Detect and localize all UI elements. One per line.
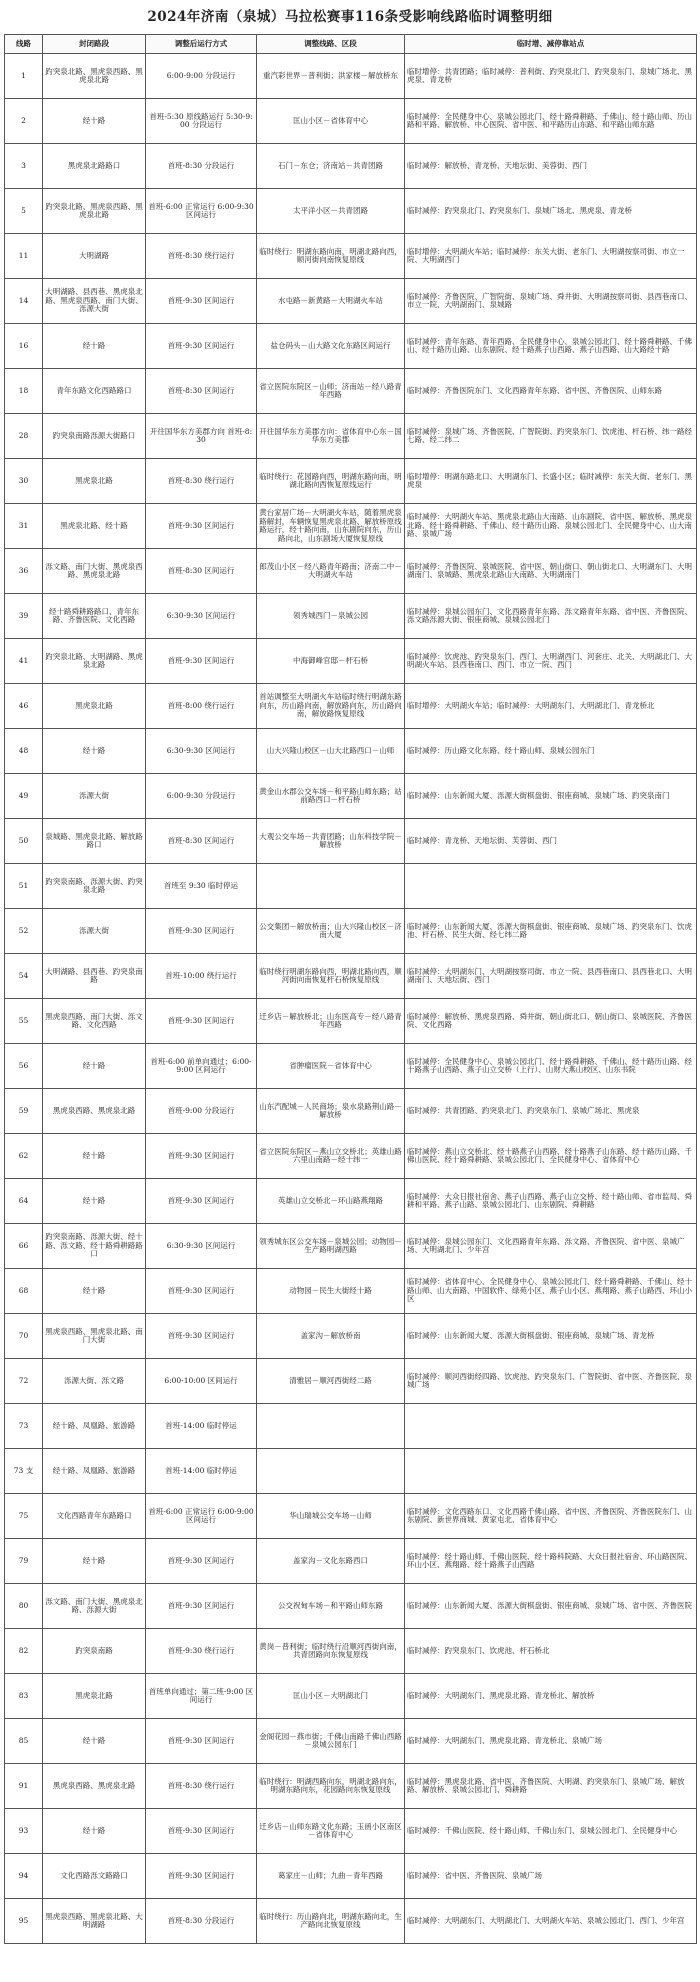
cell-line: 18	[5, 369, 43, 414]
cell-adjusted-mode: 首班-9:30 区间运行	[146, 1314, 257, 1359]
cell-closed-roads: 经十路、凤凰路、旅游路	[43, 1404, 146, 1449]
cell-closed-roads: 黑虎泉西路、黑虎泉北路	[43, 1764, 146, 1809]
cell-adjusted-mode: 首班-8:00 绕行运行	[146, 684, 257, 729]
cell-adjusted-mode: 6:30-9:30 区间运行	[146, 594, 257, 639]
cell-closed-roads: 经十路	[43, 729, 146, 774]
cell-line: 66	[5, 1224, 43, 1269]
cell-adjusted-mode: 首班-9:30 区间运行	[146, 504, 257, 549]
table-row	[5, 1494, 697, 1539]
cell-adjusted-mode: 首班-9:30 区间运行	[146, 1269, 257, 1314]
cell-adjusted-mode: 首班-8:30 分段运行	[146, 1899, 257, 1944]
cell-line: 49	[5, 774, 43, 819]
table-body	[5, 54, 697, 1944]
cell-adjusted-mode: 开往国华东方美郡方向 首班-8:30	[146, 414, 257, 459]
cell-adjusted-mode: 6:00-9:00 分段运行	[146, 54, 257, 99]
cell-closed-roads: 经十路舜耕路路口、青年东路、齐鲁医院、文化西路	[43, 594, 146, 639]
cell-stop-changes: 临时减停：大明湖东门、黑虎泉北路、青龙桥北、解放桥	[405, 1674, 697, 1719]
table-row	[5, 1404, 697, 1449]
cell-line: 93	[5, 1809, 43, 1854]
cell-adjusted-route: 大观公交车场－共青团路；山东科技学院－解放桥	[257, 819, 405, 864]
cell-stop-changes: 临时减停：山东新闻大厦、泺源大街棋盘街、银座商城、泉城广场、青龙桥	[405, 1314, 697, 1359]
cell-adjusted-mode: 6:30-9:30 区间运行	[146, 1224, 257, 1269]
table-row	[5, 1899, 697, 1944]
cell-line: 82	[5, 1629, 43, 1674]
cell-stop-changes: 临时增停：明湖东路北口、大明湖东门、长盛小区；临时减停：东关大街、老东门、黑虎泉	[405, 459, 697, 504]
cell-stop-changes: 临时增停：共青团路；临时减停：普利街、趵突泉北门、趵突泉东门、泉城广场北、黑虎泉、青龙桥	[405, 54, 697, 99]
cell-stop-changes: 临时减停：全民健身中心、泉城公园北门、经十路舜耕路、千佛山、经十路历山路、经十路燕子山西路、燕子山立交桥（上行）、山财大燕山校区、山东书院	[405, 1044, 697, 1089]
table-row	[5, 1269, 697, 1314]
cell-adjusted-mode: 首班-9:30 区间运行	[146, 1854, 257, 1899]
cell-closed-roads: 黑虎泉西路、黑虎泉北路	[43, 1089, 146, 1134]
cell-adjusted-route: 水屯路－新黄路－大明湖火车站	[257, 279, 405, 324]
table-row	[5, 1719, 697, 1764]
cell-adjusted-mode: 首班-9:30 区间运行	[146, 1809, 257, 1854]
table-row	[5, 1044, 697, 1089]
cell-stop-changes: 临时减停：省中医、齐鲁医院、泉城广场	[405, 1854, 697, 1899]
table-row	[5, 1134, 697, 1179]
cell-adjusted-mode: 6:00-9:30 分段运行	[146, 774, 257, 819]
cell-closed-roads: 泺文路、南门大街、黑虎泉西路、黑虎泉北路	[43, 549, 146, 594]
cell-adjusted-route: 盖家沟－文化东路西口	[257, 1539, 405, 1584]
cell-closed-roads: 大明湖路、县西巷、黑虎泉北路、黑虎泉西路、南门大街、泺源大街	[43, 279, 146, 324]
cell-closed-roads: 黑虎泉北路、经十路	[43, 504, 146, 549]
cell-line: 70	[5, 1314, 43, 1359]
cell-adjusted-route: 清雅居－顺河西街经二路	[257, 1359, 405, 1404]
cell-stop-changes: 临时减停：经十路山师、千佛山医院、经十路科院路、大众日报社宿舍、环山路医院、环山小区、燕翔路、经十路燕子山西路	[405, 1539, 697, 1584]
cell-line: 75	[5, 1494, 43, 1539]
cell-stop-changes: 临时减停：山东新闻大厦、泺源大街棋盘街、银座商城、泉城广场、趵突泉东门、饮虎池、杆石桥、民生大街、经七纬二路	[405, 909, 697, 954]
cell-line: 73 支	[5, 1449, 43, 1494]
cell-line: 80	[5, 1584, 43, 1629]
cell-line: 39	[5, 594, 43, 639]
cell-line: 68	[5, 1269, 43, 1314]
cell-closed-roads: 经十路	[43, 1044, 146, 1089]
cell-adjusted-mode: 首班-9:30 区间运行	[146, 1134, 257, 1179]
cell-stop-changes: 临时减停：泉城公园东门、文化西路青年东路、泺文路青年东路、省中医、齐鲁医院、泺文路泺源大街、银座商城、泉城公园北门	[405, 594, 697, 639]
cell-adjusted-mode: 6:30-9:30 区间运行	[146, 729, 257, 774]
cell-adjusted-route: 盐仓码头－山大路文化东路区间运行	[257, 324, 405, 369]
cell-stop-changes	[405, 864, 697, 909]
table-row	[5, 1584, 697, 1629]
cell-adjusted-mode: 首班-14:00 临时停运	[146, 1404, 257, 1449]
cell-stop-changes: 临时减停：齐鲁医院东门、文化西路青年东路、省中医、齐鲁医院、山师东路	[405, 369, 697, 414]
cell-line: 73	[5, 1404, 43, 1449]
cell-adjusted-mode: 首班-8:30 区间运行	[146, 819, 257, 864]
cell-stop-changes: 临时增停：大明湖火车站；临时减停：东关大街、老东门、大明湖按察司街、市立一院、大明湖西门	[405, 234, 697, 279]
cell-adjusted-route	[257, 1404, 405, 1449]
cell-closed-roads: 大明湖路	[43, 234, 146, 279]
cell-closed-roads: 趵突泉南路泺源大街路口	[43, 414, 146, 459]
table-row	[5, 1314, 697, 1359]
table-row	[5, 54, 697, 99]
cell-closed-roads: 黑虎泉北路	[43, 684, 146, 729]
cell-closed-roads: 经十路	[43, 324, 146, 369]
cell-line: 11	[5, 234, 43, 279]
cell-stop-changes: 临时减停：解放桥、青龙桥、天地坛街、美蓉街、西门	[405, 144, 697, 189]
cell-line: 14	[5, 279, 43, 324]
cell-stop-changes: 临时减停：趵突泉东门、饮虎池、杆石桥北	[405, 1629, 697, 1674]
cell-adjusted-mode: 首班至 9:30 临时停运	[146, 864, 257, 909]
cell-closed-roads: 经十路	[43, 1179, 146, 1224]
cell-stop-changes: 临时减停：顺河西街经四路、饮虎池、趵突泉东门、广智院街、省中医、齐鲁医院、泉城广场	[405, 1359, 697, 1404]
cell-line: 5	[5, 189, 43, 234]
cell-adjusted-route: 迁乡店－山师东路文化东路；玉函小区南区－省体育中心	[257, 1809, 405, 1854]
cell-line: 1	[5, 54, 43, 99]
cell-adjusted-route: 领秀城东区公交车场－泉城公园；动物园－生产路明湖西路	[257, 1224, 405, 1269]
cell-adjusted-route: 临时绕行：花园路向西，明湖东路向南，明湖北路向西恢复原线运行	[257, 459, 405, 504]
cell-line: 16	[5, 324, 43, 369]
cell-closed-roads: 黑虎泉西路、黑虎泉北路、大明湖路	[43, 1899, 146, 1944]
cell-adjusted-route: 首站调整至大明湖火车站临时绕行明湖东路向东，历山路向南，解放路向东，历山路向南，解放路恢复原线	[257, 684, 405, 729]
cell-adjusted-route: 领秀城西门－泉城公园	[257, 594, 405, 639]
table-row	[5, 1854, 697, 1899]
table-row	[5, 1629, 697, 1674]
cell-closed-roads: 泺源大街、泺文路	[43, 1359, 146, 1404]
table-row	[5, 909, 697, 954]
cell-adjusted-mode: 首班-9:30 区间运行	[146, 1719, 257, 1764]
cell-stop-changes: 临时减停：大明湖东门、大明湖北门、大明湖火车站、泉城公园北门、西门、少年宫	[405, 1899, 697, 1944]
cell-adjusted-mode: 首班-6:00 正常运行 6:00-9:00 区间运行	[146, 1494, 257, 1539]
cell-closed-roads: 趵突泉北路、大明湖路、黑虎泉北路	[43, 639, 146, 684]
cell-adjusted-route: 临时绕行明湖东路向西，明湖北路向西，顺河街向南恢复杆石桥恢复原线	[257, 954, 405, 999]
cell-closed-roads: 黑虎泉北路路口	[43, 144, 146, 189]
table-row	[5, 1179, 697, 1224]
cell-adjusted-mode: 首班-8:30 绕行运行	[146, 1764, 257, 1809]
cell-closed-roads: 经十路	[43, 1269, 146, 1314]
cell-adjusted-route: 黄金山水郡公交车场－和平路山师东路；站前路西口－杆石桥	[257, 774, 405, 819]
cell-stop-changes: 临时减停：山东新闻大厦、泺源大街棋盘街、银座商城、泉城广场、趵突泉南门	[405, 774, 697, 819]
header-row	[5, 35, 697, 54]
header-line: 线路	[5, 35, 43, 54]
table-row	[5, 594, 697, 639]
cell-line: 64	[5, 1179, 43, 1224]
cell-adjusted-mode: 首班-9:00 分段运行	[146, 1089, 257, 1134]
cell-line: 3	[5, 144, 43, 189]
cell-adjusted-mode: 首班单向通过；第二班-9:00 区间运行	[146, 1674, 257, 1719]
table-row	[5, 504, 697, 549]
cell-line: 48	[5, 729, 43, 774]
cell-adjusted-mode: 首班-9:30 区间运行	[146, 639, 257, 684]
cell-adjusted-mode: 首班-9:30 区间运行	[146, 1584, 257, 1629]
cell-line: 2	[5, 99, 43, 144]
cell-closed-roads: 泺源大街	[43, 909, 146, 954]
cell-closed-roads: 趵突泉北路、黑虎泉西路、黑虎泉北路	[43, 189, 146, 234]
cell-closed-roads: 大明湖路、县西巷、趵突泉南路	[43, 954, 146, 999]
cell-closed-roads: 经十路	[43, 1539, 146, 1584]
header-closed-roads: 封闭路段	[43, 35, 146, 54]
cell-stop-changes: 临时减停：大明湖东门、大明湖按察司街、市立一院、县西巷南口、县西巷北口、大明湖南门、天地坛街、西门	[405, 954, 697, 999]
cell-adjusted-route: 黄岗－普利街；临时绕行沿顺河西街向南，共青团路向东恢复原线	[257, 1629, 405, 1674]
cell-line: 46	[5, 684, 43, 729]
cell-stop-changes: 临时减停：燕山立交桥北、经十路燕子山西路、经十路燕子山东路、经十路历山路、千佛山医院、经十路舜耕路、泉城公园北门、全民健身中心、省体育中心	[405, 1134, 697, 1179]
cell-closed-roads: 泺源大街	[43, 774, 146, 819]
table-row	[5, 1764, 697, 1809]
cell-closed-roads: 文化西路青年东路路口	[43, 1494, 146, 1539]
cell-closed-roads: 黑虎泉北路	[43, 459, 146, 504]
cell-closed-roads: 经十路	[43, 1134, 146, 1179]
cell-adjusted-route: 临时绕行：明湖西路向东，明湖北路向东，明湖东路向东，花园路向东恢复原线	[257, 1764, 405, 1809]
table-header	[5, 35, 697, 54]
cell-line: 72	[5, 1359, 43, 1404]
table-row	[5, 1809, 697, 1854]
cell-adjusted-route: 动物园－民生大街经十路	[257, 1269, 405, 1314]
cell-adjusted-route	[257, 1449, 405, 1494]
cell-line: 94	[5, 1854, 43, 1899]
cell-line: 51	[5, 864, 43, 909]
table-row	[5, 549, 697, 594]
table-row	[5, 774, 697, 819]
header-stop-changes: 临时增、减停靠站点	[405, 35, 697, 54]
cell-closed-roads: 青年东路文化西路路口	[43, 369, 146, 414]
cell-line: 50	[5, 819, 43, 864]
document-title: 2024年济南（泉城）马拉松赛事116条受影响线路临时调整明细	[147, 9, 553, 25]
table-row	[5, 1539, 697, 1584]
cell-adjusted-route: 郎茂山小区－经八路青年路南；济南二中－大明湖火车站	[257, 549, 405, 594]
cell-line: 55	[5, 999, 43, 1044]
cell-stop-changes: 临时减停：大明湖东门、黑虎泉北路、青龙桥北、泉城广场	[405, 1719, 697, 1764]
cell-adjusted-mode: 首班-10:00 绕行运行	[146, 954, 257, 999]
cell-adjusted-route: 省肿瘤医院－省体育中心	[257, 1044, 405, 1089]
cell-stop-changes: 临时增停：大明湖火车站；临时减停：大明湖东门、大明湖北门、青龙桥北	[405, 684, 697, 729]
cell-line: 52	[5, 909, 43, 954]
table-row	[5, 1449, 697, 1494]
cell-stop-changes	[405, 1449, 697, 1494]
cell-stop-changes: 临时减停：大众日报社宿舍、燕子山西路、燕子山立交桥、经十路山师、省市监局、舜耕和平路、燕子山路、泉城公园北门、山东剧院、舜耕路	[405, 1179, 697, 1224]
table-row	[5, 414, 697, 459]
cell-stop-changes: 临时减停：历山路文化东路、经十路山师、泉城公园东门	[405, 729, 697, 774]
cell-adjusted-route: 匡山小区－大明湖北门	[257, 1674, 405, 1719]
cell-adjusted-mode: 首班-8:30 绕行运行	[146, 459, 257, 504]
cell-adjusted-route: 开往国华东方美郡方向：省体育中心东－国华东方美郡	[257, 414, 405, 459]
cell-line: 59	[5, 1089, 43, 1134]
cell-adjusted-route: 公交集团－解放桥南；山大兴隆山校区－济南大厦	[257, 909, 405, 954]
cell-adjusted-route: 太平洋小区－共青团路	[257, 189, 405, 234]
cell-stop-changes: 临时减停：共青团路、趵突泉北门、趵突泉东门、泉城广场北、黑虎泉	[405, 1089, 697, 1134]
cell-adjusted-mode: 首班-6:00 正常运行 6:00-9:30 区间运行	[146, 189, 257, 234]
cell-stop-changes	[405, 1404, 697, 1449]
cell-closed-roads: 经十路	[43, 99, 146, 144]
cell-stop-changes: 临时减停：文化西路东口、文化西路千佛山路、省中医、齐鲁医院、齐鲁医院东门、山东剧院、新世界商城、黄家屯北、省体育中心	[405, 1494, 697, 1539]
cell-line: 36	[5, 549, 43, 594]
cell-line: 41	[5, 639, 43, 684]
table-row	[5, 1359, 697, 1404]
cell-closed-roads: 经十路、凤凰路、旅游路	[43, 1449, 146, 1494]
cell-adjusted-route: 石门－东仓；济南站－共青团路	[257, 144, 405, 189]
cell-stop-changes: 临时减停：饮虎池、趵突泉东门、西门、大明湖西门、河套庄、北关、大明湖北门、大明湖火车站、县西巷南口、西门、市立一院、西门	[405, 639, 697, 684]
header-adjusted-mode: 调整后运行方式	[146, 35, 257, 54]
cell-adjusted-route: 英雄山立交桥北－环山路燕翔路	[257, 1179, 405, 1224]
cell-adjusted-mode: 首班-8:30 区间运行	[146, 549, 257, 594]
cell-stop-changes: 临时减停：青龙桥、天地坛街、芙蓉街、西门	[405, 819, 697, 864]
cell-adjusted-route: 盖家沟－解放桥南	[257, 1314, 405, 1359]
cell-adjusted-route: 华山瑞城公交车场－山师	[257, 1494, 405, 1539]
table-row	[5, 999, 697, 1044]
cell-stop-changes: 临时减停：泉城公园东门、文化西路青年东路、泺文路、齐鲁医院、省中医、泉城广场、大明湖北门、少年宫	[405, 1224, 697, 1269]
cell-stop-changes: 临时减停：泉城广场、齐鲁医院、广智院街、趵突泉东门、饮虎池、杆石桥、纬一路经七路、经二纬二	[405, 414, 697, 459]
cell-adjusted-route: 黄台家居广场－大明湖火车站，随着黑虎泉路解封，车辆恢复黑虎泉北路、解放桥原线路运行，经十路向南，山东剧院向东，历山路向北，山东剧场大厦恢复原线	[257, 504, 405, 549]
cell-adjusted-mode: 首班-9:30 绕行运行	[146, 1629, 257, 1674]
cell-stop-changes: 临时减停：全民健身中心、泉城公园北门、经十路舜耕路、千佛山、经十路山师、历山路和平路、解放桥、中心医院、省中医、和平路历山东路、和平路山师东路	[405, 99, 697, 144]
cell-stop-changes: 临时减停：齐鲁医院、广智院街、泉城广场、舜井街、大明湖按察司街、县西巷南口、市立一院、大明湖南门、泉城路	[405, 279, 697, 324]
table-row	[5, 279, 697, 324]
cell-stop-changes: 临时减停：山东新闻大厦、泺源大街棋盘街、银座商城、泉城广场、省中医、齐鲁医院	[405, 1584, 697, 1629]
cell-adjusted-route: 中海御峰官邸－杆石桥	[257, 639, 405, 684]
cell-closed-roads: 趵突泉南路、泺源大街、经十路、泺文路、经十路舜耕路路口	[43, 1224, 146, 1269]
cell-closed-roads: 黑虎泉西路、南门大街、泺文路、文化西路	[43, 999, 146, 1044]
cell-closed-roads: 黑虎泉西路、黑虎泉北路、南门大街	[43, 1314, 146, 1359]
cell-stop-changes: 临时减停：大明湖火车站、黑虎泉北路山大南路、山东剧院、省中医、解放桥、黑虎泉北路、经十路舜耕路、千佛山、经十路历山路、泉城公园北门、全民健身中心、山大南路、泉城广场	[405, 504, 697, 549]
cell-adjusted-route: 临时绕行：历山路向北，明湖东路向北，生产路向北恢复原线	[257, 1899, 405, 1944]
cell-adjusted-mode: 首班-9:30 区间运行	[146, 1179, 257, 1224]
cell-closed-roads: 泉城路、黑虎泉北路、解放路路口	[43, 819, 146, 864]
cell-adjusted-route: 山东汽配城－人民商场；泉水泉路荆山路－解放桥	[257, 1089, 405, 1134]
cell-closed-roads: 经十路	[43, 1809, 146, 1854]
cell-adjusted-route: 金阁花园－燕市街；千佛山南路千佛山西路－泉城公园东门	[257, 1719, 405, 1764]
cell-adjusted-route: 重汽彩世界－普利街；洪家楼－解放桥东	[257, 54, 405, 99]
cell-adjusted-mode: 首班-9:30 区间运行	[146, 1539, 257, 1584]
table-row	[5, 684, 697, 729]
cell-line: 54	[5, 954, 43, 999]
cell-closed-roads: 黑虎泉北路	[43, 1674, 146, 1719]
table-row	[5, 819, 697, 864]
cell-adjusted-mode: 首班-5:30 原线路运行 5:30-9:00 分段运行	[146, 99, 257, 144]
cell-stop-changes: 临时减停：青年东路、青年西路、全民健身中心、泉城公园北门、经十路舜耕路、千佛山、经十路历山路、山东剧院、经十路燕子山西路、燕子山西路、山大路经十路	[405, 324, 697, 369]
table-row	[5, 369, 697, 414]
cell-line: 56	[5, 1044, 43, 1089]
cell-line: 31	[5, 504, 43, 549]
cell-closed-roads: 趵突泉南路、泺源大街、趵突泉北路	[43, 864, 146, 909]
cell-closed-roads: 趵突泉南路	[43, 1629, 146, 1674]
cell-adjusted-route: 省立医院东院区－山师；济南站－经八路青年西路	[257, 369, 405, 414]
table-row	[5, 954, 697, 999]
cell-adjusted-route: 省立医院东院区－燕山立交桥北；英雄山路六里山南路－经十纬一	[257, 1134, 405, 1179]
cell-adjusted-mode: 首班-9:30 区间运行	[146, 324, 257, 369]
table-row	[5, 234, 697, 279]
table-row	[5, 1089, 697, 1134]
cell-closed-roads: 泺文路、南门大街、黑虎泉北路、泺源大街	[43, 1584, 146, 1629]
table-row	[5, 324, 697, 369]
table-row	[5, 99, 697, 144]
header-adjusted-route: 调整线路、区段	[257, 35, 405, 54]
cell-line: 28	[5, 414, 43, 459]
cell-stop-changes: 临时减停：千佛山医院、经十路山师、千佛山东门、泉城公园北门、全民健身中心	[405, 1809, 697, 1854]
cell-adjusted-mode: 首班-9:30 区间运行	[146, 279, 257, 324]
cell-line: 79	[5, 1539, 43, 1584]
cell-adjusted-mode: 首班-9:30 区间运行	[146, 909, 257, 954]
cell-stop-changes: 临时减停：趵突泉北门、趵突泉东门、泉城广场北、黑虎泉、青龙桥	[405, 189, 697, 234]
cell-adjusted-mode: 首班-9:30 区间运行	[146, 999, 257, 1044]
cell-adjusted-route: 临时绕行：明湖东路向南，明湖北路向西，顺河街向南恢复原线	[257, 234, 405, 279]
cell-stop-changes: 临时减停：省体育中心、全民健身中心、泉城公园北门、经十路舜耕路、千佛山、经十路山师、山大南路、中国软件、绿苑小区、燕子山小区、燕翔路、燕子山路西、环山小区	[405, 1269, 697, 1314]
table-row	[5, 1224, 697, 1269]
cell-adjusted-mode: 首班-8:30 分段运行	[146, 144, 257, 189]
cell-line: 91	[5, 1764, 43, 1809]
cell-adjusted-route: 葛家庄－山师；九曲－青年西路	[257, 1854, 405, 1899]
cell-closed-roads: 经十路	[43, 1719, 146, 1764]
table-row	[5, 1674, 697, 1719]
cell-line: 30	[5, 459, 43, 504]
cell-adjusted-route: 公交祝甸车场－和平路山师东路	[257, 1584, 405, 1629]
table-row	[5, 729, 697, 774]
cell-adjusted-mode: 首班-8:30 区间运行	[146, 369, 257, 414]
cell-closed-roads: 趵突泉北路、黑虎泉西路、黑虎泉北路	[43, 54, 146, 99]
table-row	[5, 144, 697, 189]
cell-adjusted-mode: 首班-8:30 绕行运行	[146, 234, 257, 279]
cell-line: 95	[5, 1899, 43, 1944]
cell-adjusted-mode: 首班-6:00 前单向通过；6:00-9:00 区间运行	[146, 1044, 257, 1089]
cell-adjusted-route: 山大兴隆山校区－山大北路西口－山师	[257, 729, 405, 774]
cell-adjusted-route	[257, 864, 405, 909]
table-row	[5, 189, 697, 234]
table-row	[5, 864, 697, 909]
cell-adjusted-route: 迁乡店－解放桥北；山东医高专－经八路青年西路	[257, 999, 405, 1044]
cell-line: 85	[5, 1719, 43, 1764]
cell-closed-roads: 文化西路泺文路路口	[43, 1854, 146, 1899]
table-row	[5, 639, 697, 684]
cell-line: 62	[5, 1134, 43, 1179]
cell-line: 83	[5, 1674, 43, 1719]
cell-stop-changes: 临时减停：解放桥、黑虎泉西路、舜井街、朝山街北口、朝山街口、泉城医院、齐鲁医院、文化西路	[405, 999, 697, 1044]
cell-adjusted-route: 匡山小区－省体育中心	[257, 99, 405, 144]
table-row	[5, 459, 697, 504]
cell-stop-changes: 临时减停：齐鲁医院、泉城医院、省中医、朝山街口、朝山街北口、大明湖东门、大明湖南门、泉城路、黑虎泉北路山大南路、大明湖南门	[405, 549, 697, 594]
cell-stop-changes: 临时减停：黑虎泉北路、省中医、齐鲁医院、大明湖、趵突泉东门、泉城广场、解放路、解放桥、泉城公园北门、舜耕路	[405, 1764, 697, 1809]
cell-adjusted-mode: 6:00-10:00 区间运行	[146, 1359, 257, 1404]
route-adjustment-table	[4, 34, 697, 1944]
cell-adjusted-mode: 首班-14:00 临时停运	[146, 1449, 257, 1494]
